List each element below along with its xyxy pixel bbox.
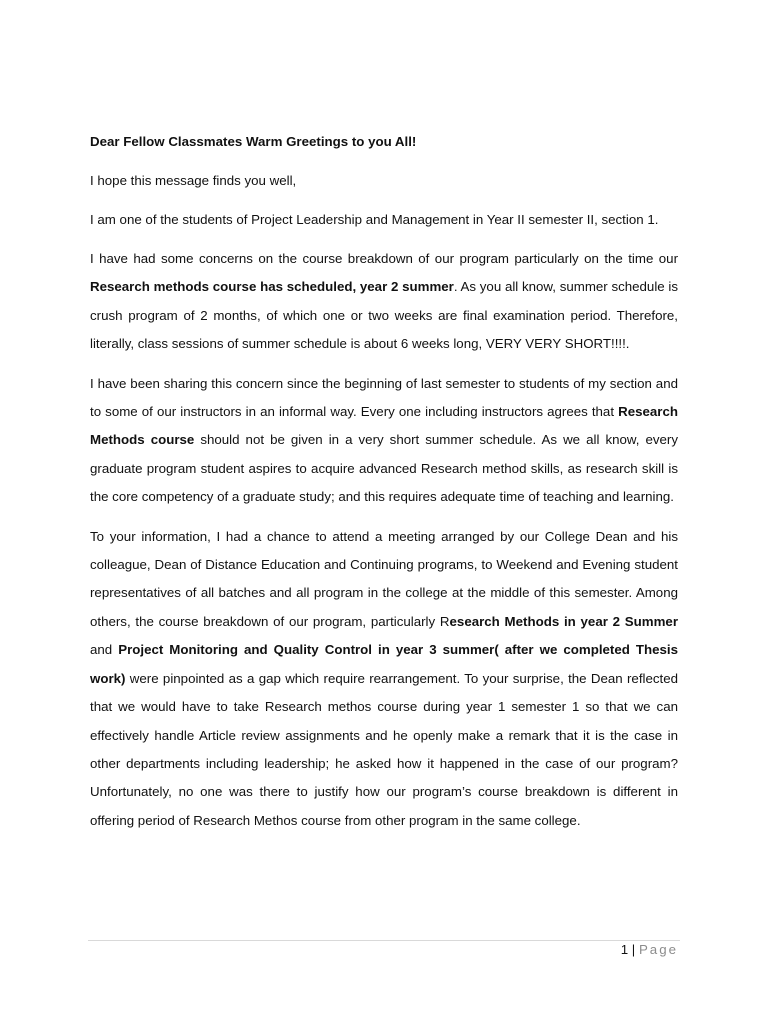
paragraph-3-text-e: were pinpointed as a gap which require rearrangement. To your surprise, the Dean reflected that we would have to take Research methos course during year 1 semester 1 so that we can effectively handle Article review assignments and he openly make a remark that it is the case in other departments including leadership; he asked how it happened in the case of our program? Unfortunately, no one was there to justify how our program’s course breakdown is different in offering period of Research Methos course from other program in the same college. xyxy=(90,670,678,828)
paragraph-3-bold-2: Project Monitoring and Quality Control in year 3 summer( after we completed Thesis work) xyxy=(90,642,678,686)
page-number: 1 xyxy=(620,942,629,957)
footer-divider xyxy=(88,940,680,941)
paragraph-1-text-a: I have had some concerns on the course breakdown of our program particularly on the time our xyxy=(90,251,678,266)
page-footer xyxy=(621,942,678,957)
paragraph-3 xyxy=(90,523,678,835)
paragraph-3-bold-1: esearch Methods in year 2 Summer xyxy=(449,613,679,629)
paragraph-1-bold: Research methods course has scheduled, year 2 summer xyxy=(90,279,454,295)
paragraph-1 xyxy=(90,245,678,359)
intro-line: I am one of the students of Project Leadership and Management in Year II semester II, section 1. xyxy=(90,212,659,227)
paragraph-2-bold: Research Methods course xyxy=(90,404,678,448)
paragraph-3-text-a: To your information, I had a chance to attend a meeting arranged by our College Dean and his colleague, Dean of Distance Education and Continuing programs, to Weekend and Evening student representatives of all batches and all program in the college at the middle of this semester. Among others, the course breakdown of our program, particularly R xyxy=(90,528,678,629)
page-separator: | xyxy=(628,942,639,957)
letter-body xyxy=(90,128,678,846)
paragraph-2-text-a: I have been sharing this concern since the beginning of last semester to students of my section and to some of our instructors in an informal way. Every one including instructors agrees that xyxy=(90,375,678,420)
greeting-heading: Dear Fellow Classmates Warm Greetings to you All! xyxy=(90,134,417,149)
page-label: Page xyxy=(638,942,678,957)
paragraph-2-text-c: should not be given in a very short summer schedule. As we all know, every graduate program student aspires to acquire advanced Research method skills, as research skill is the core competency of a graduate study; and this requires adequate time of teaching and learning. xyxy=(90,432,678,505)
paragraph-3-text-c: and xyxy=(90,642,119,658)
paragraph-1-text-c: . As you all know, summer schedule is crush program of 2 months, of which one or two weeks are final examination period. Therefore, literally, class sessions of summer schedule is about 6 weeks long, VERY VERY SHORT!!!!. xyxy=(90,279,679,352)
paragraph-2 xyxy=(90,370,678,512)
opening-line: I hope this message finds you well, xyxy=(90,173,297,188)
